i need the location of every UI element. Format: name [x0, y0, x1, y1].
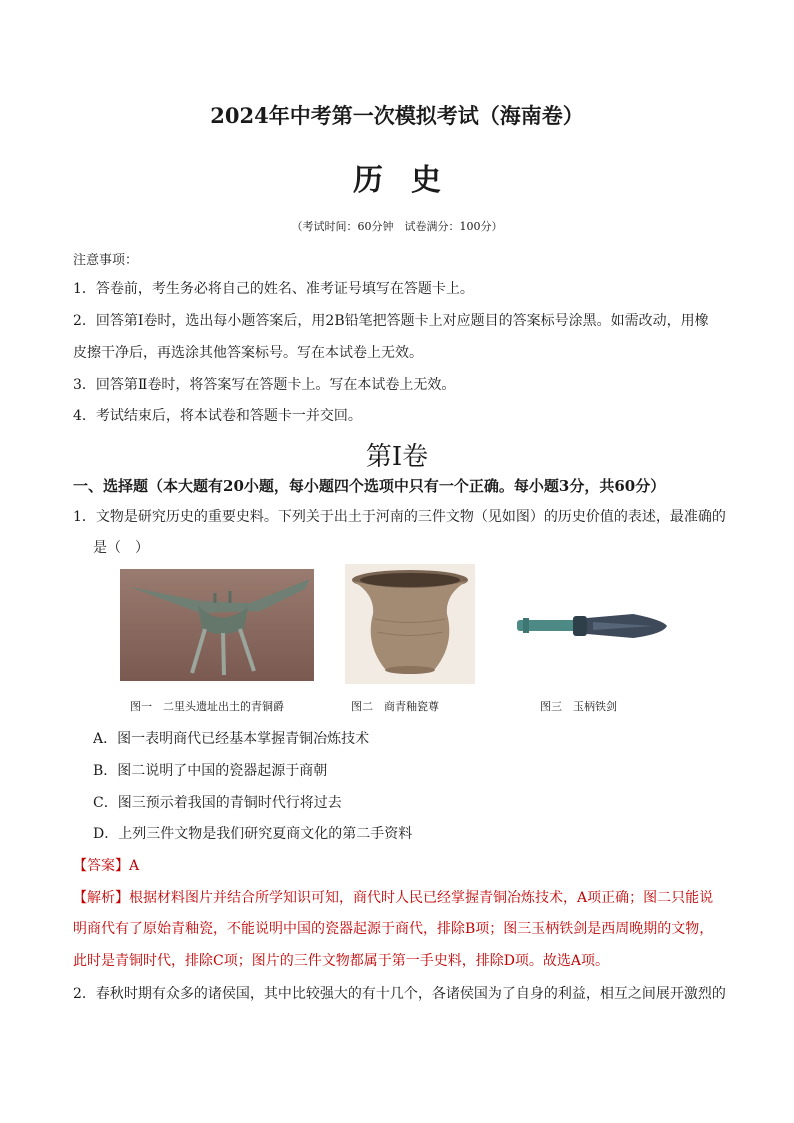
- exam-title: 2024年中考第一次模拟考试（海南卷）: [210, 103, 584, 128]
- note-item-3: 3．回答第Ⅱ卷时，将答案写在答题卡上。写在本试卷上无效。: [73, 377, 456, 393]
- figure-iron-sword-image: [513, 608, 669, 644]
- option-b: B．图二说明了中国的瓷器起源于商朝: [93, 763, 328, 779]
- figure-2-caption: 图二 商青釉瓷尊: [351, 700, 439, 713]
- analysis-line-3: 此时是青铜时代，排除C项；图片的三件文物都属于第一手史料，排除D项。故选A项。: [73, 953, 610, 969]
- exam-time-info: （考试时间：60分钟 试卷满分：100分）: [291, 220, 503, 233]
- note-item-4: 4．考试结束后，将本试卷和答题卡一并交回。: [73, 408, 362, 424]
- option-c: C．图三预示着我国的青铜时代行将过去: [93, 795, 342, 811]
- option-a: A．图一表明商代已经基本掌握青铜冶炼技术: [93, 731, 370, 747]
- figure-1-caption: 图一 二里头遗址出土的青铜爵: [130, 700, 284, 713]
- figure-bronze-jue-image: [120, 569, 314, 681]
- note-item-1: 1．答卷前，考生务必将自己的姓名、准考证号填写在答题卡上。: [73, 281, 474, 297]
- part-heading: 一、选择题（本大题有20小题，每小题四个选项中只有一个正确。每小题3分，共60分）: [73, 477, 666, 495]
- analysis-text: 根据材料图片并结合所学知识可知，商代时人民已经掌握青铜冶炼技术，A项正确；图二只能说: [129, 890, 714, 906]
- question-2-stem: 2．春秋时期有众多的诸侯国，其中比较强大的有十几个，各诸侯国为了自身的利益，相互之间展开激烈的: [73, 986, 726, 1002]
- question-1-stem-continued: 是（ ）: [93, 540, 149, 556]
- subject-title: 历史: [353, 163, 469, 198]
- note-item-2: 2．回答第Ⅰ卷时，选出每小题答案后，用2B铅笔把答题卡上对应题目的答案标号涂黑。如需改动，用橡: [73, 313, 709, 329]
- note-item-2-continued: 皮擦干净后，再选涂其他答案标号。写在本试卷上无效。: [73, 345, 423, 361]
- analysis-line-1: [73, 887, 713, 907]
- section-title: 第Ⅰ卷: [365, 442, 429, 472]
- figure-celadon-zun-image: [345, 564, 475, 684]
- option-d: D．上列三件文物是我们研究夏商文化的第二手资料: [93, 826, 413, 842]
- analysis-label: 【解析】: [73, 890, 129, 906]
- figure-3-caption: 图三 玉柄铁剑: [540, 700, 617, 713]
- answer-label: 【答案】A: [73, 858, 140, 874]
- notes-heading: 注意事项：: [73, 253, 139, 268]
- question-1-stem: 1．文物是研究历史的重要史料。下列关于出土于河南的三件文物（见如图）的历史价值的表述，最准确的: [73, 509, 726, 525]
- analysis-line-2: 明商代有了原始青釉瓷，不能说明中国的瓷器起源于商代，排除B项；图三玉柄铁剑是西周晚期的文物，: [73, 921, 714, 937]
